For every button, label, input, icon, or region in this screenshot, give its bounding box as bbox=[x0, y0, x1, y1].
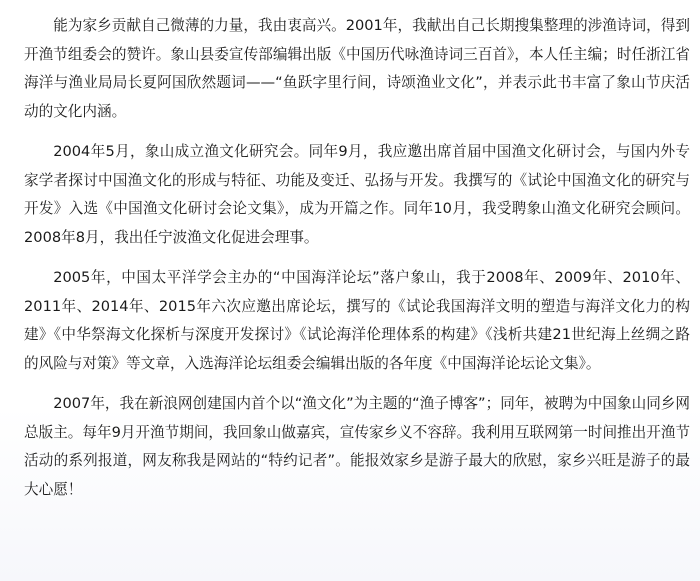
article-paragraph-2: 2004年5月，象山成立渔文化研究会。同年9月，我应邀出席首届中国渔文化研讨会，与国内外专家学者探讨中国渔文化的形成与特征、功能及变迁、弘扬与开发。我撰写的《试论中国渔文化的研究与开发》入选《中国渔文化研讨会论文集》，成为开篇之作。同年10月，我受聘象山渔文化研究会顾问。2008年8月，我出任宁波渔文化促进会理事。 bbox=[24, 143, 690, 246]
article-paragraph-4: 2007年，我在新浪网创建国内首个以“渔文化”为主题的“渔子博客”；同年，被聘为中国象山同乡网总版主。每年9月开渔节期间，我回象山做嘉宾，宣传家乡义不容辞。我利用互联网第一时间推出开渔节活动的系列报道，网友称我是网站的“特约记者”。能报效家乡是游子最大的欣慰，家乡兴旺是游子的最大心愿！ bbox=[24, 395, 691, 498]
article-paragraph-1: 能为家乡贡献自己微薄的力量，我由衷高兴。2001年，我献出自己长期搜集整理的涉渔诗词，得到开渔节组委会的赞许。象山县委宣传部编辑出版《中国历代咏渔诗词三百首》，本人任主编；时任浙江省海洋与渔业局局长夏阿国欣然题词——“鱼跃字里行间，诗颂渔业文化”，并表示此书丰富了象山节庆活动的文化内涵。 bbox=[24, 17, 690, 120]
article-paragraph-3: 2005年，中国太平洋学会主办的“中国海洋论坛”落户象山，我于2008年、2009年、2010年、2011年、2014年、2015年六次应邀出席论坛，撰写的《试论我国海洋文明的塑造与海洋文化力的构建》《中华祭海文化探析与深度开发探讨》《试论海洋伦理体系的构建》《浅析共建21世纪海上丝绸之路的风险与对策》等文章，入选海洋论坛组委会编辑出版的各年度《中国海洋论坛论文集》。 bbox=[24, 269, 690, 372]
